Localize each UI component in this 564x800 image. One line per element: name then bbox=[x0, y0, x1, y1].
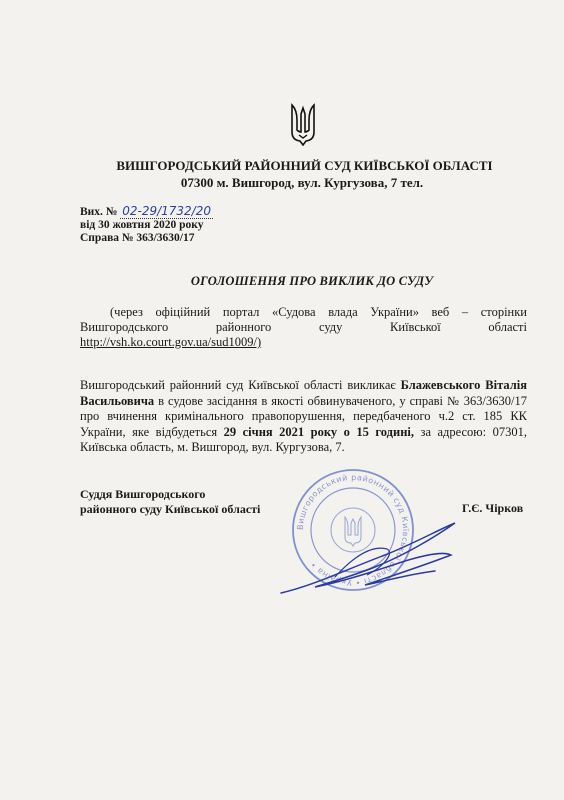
hearing-datetime: 29 січня 2021 року о 15 годині, bbox=[223, 424, 414, 439]
portal-link[interactable]: http://vsh.ko.court.gov.ua/sud1009/) bbox=[80, 335, 262, 349]
outgoing-reference bbox=[80, 205, 213, 245]
case-number: Справа № 363/3630/17 bbox=[80, 232, 195, 244]
document-title: ОГОЛОШЕННЯ ПРО ВИКЛИК ДО СУДУ bbox=[190, 274, 434, 288]
court-address: 07300 м. Вишгород, вул. Кургузова, 7 тел. bbox=[180, 175, 424, 190]
accused-name: Блажевського Віталія Васильовича bbox=[80, 378, 527, 408]
judge-position-line-2: районного суду Київської області bbox=[80, 502, 261, 516]
judge-name: Г.Є. Чірков bbox=[462, 501, 524, 515]
outgoing-number: 02-29/1732/20 bbox=[122, 204, 211, 218]
judge-position bbox=[80, 487, 260, 517]
notice-paragraph bbox=[80, 378, 527, 456]
outgoing-prefix: Вих. № bbox=[80, 206, 118, 218]
court-name: ВИШГОРОДСЬКИЙ РАЙОННИЙ СУД КИЇВСЬКОЇ ОБЛАСТІ bbox=[116, 158, 493, 173]
judge-position-line-1: Суддя Вишгородського bbox=[80, 487, 206, 501]
portal-text: (через офіційний портал «Судова влада України» веб – сторінки Вишгородського районного суду Київської області bbox=[80, 305, 527, 334]
portal-note bbox=[80, 305, 527, 350]
outgoing-number-line bbox=[80, 205, 213, 219]
notice-text-3: за адресою: 07301, Київська область, м. Вишгород, вул. Кургузова, 7. bbox=[80, 424, 527, 454]
notice-text-2: в судове засідання в якості обвинуваченого, у справі № 363/3630/17 про вчинення кримінального правопорушення, передбаченого ч.2 ст. 185 КК України, яке відбудеться bbox=[80, 393, 527, 439]
trident-icon bbox=[288, 102, 318, 146]
outgoing-date: від 30 жовтня 2020 року bbox=[80, 219, 204, 231]
judge-signature bbox=[275, 515, 475, 605]
svg-text:Вишгородський районний суд Киї: Вишгородський районний суд Київської області • Україна • bbox=[295, 472, 411, 588]
notice-text-1: Вишгородський районний суд Київської області викликає bbox=[80, 378, 401, 392]
